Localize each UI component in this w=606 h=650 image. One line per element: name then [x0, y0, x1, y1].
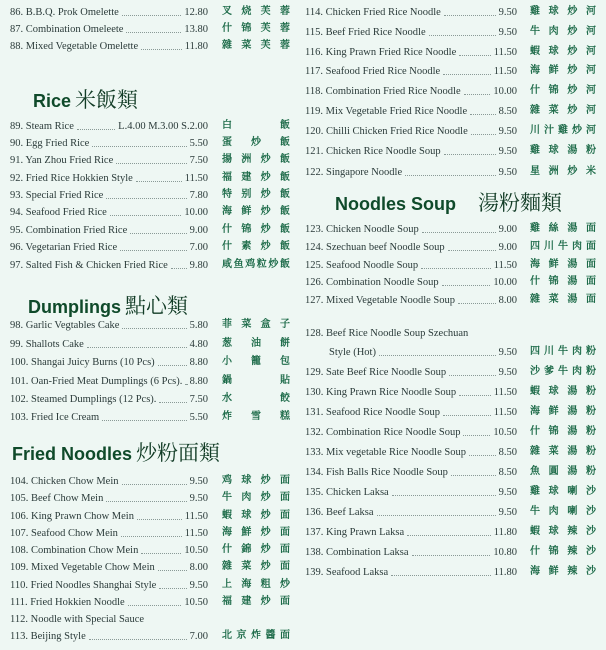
- item-name: 87. Combination Omeleete: [10, 23, 124, 35]
- item-name: 104. Chicken Chow Mein: [10, 475, 119, 487]
- item-price: 11.50: [184, 527, 208, 539]
- item-name: 127. Mixed Vegetable Noodle Soup: [305, 294, 455, 306]
- item-chinese-name: 什锦辣沙: [530, 546, 596, 557]
- leader-dots: [470, 114, 495, 115]
- item-chinese-name: 雜菜湯粉: [530, 446, 596, 457]
- leader-dots: [158, 365, 187, 366]
- menu-item: [10, 222, 208, 238]
- item-name: 90. Egg Fried Rice: [10, 137, 90, 149]
- item-chinese-name: 水餃: [222, 393, 290, 404]
- leader-dots: [141, 553, 181, 554]
- item-price: 7.80: [189, 189, 208, 201]
- item-chinese-name: 鍋貼: [222, 375, 290, 386]
- item-name: 136. Beef Laksa: [305, 506, 374, 518]
- section-header: [12, 437, 220, 467]
- item-price: 9.50: [498, 26, 517, 38]
- section-title-chinese: 米飯類: [75, 88, 139, 112]
- item-chinese-name: 什锦炒河: [530, 85, 596, 96]
- section-title-chinese: 湯粉麵類: [478, 191, 562, 215]
- leader-dots: [130, 233, 186, 234]
- item-name: 124. Szechuan beef Noodle Soup: [305, 241, 445, 253]
- leader-dots: [126, 32, 181, 33]
- menu-item: [305, 63, 517, 79]
- item-name: 123. Chicken Noodle Soup: [305, 223, 419, 235]
- item-chinese-name: 小籠包: [222, 356, 290, 367]
- item-name: 125. Seafood Noodle Soup: [305, 259, 419, 271]
- leader-dots: [421, 268, 491, 269]
- menu-item: [10, 473, 208, 489]
- item-name: 101. Oan-Fried Meat Dumplings (6 Pcs).: [10, 375, 183, 387]
- item-name: 86. B.B.Q. Prok Omelette: [10, 6, 119, 18]
- menu-item: [305, 325, 517, 341]
- item-chinese-name: 福建炒飯: [222, 172, 290, 183]
- item-price: 10.50: [184, 544, 208, 556]
- item-price: 8.00: [498, 294, 517, 306]
- item-chinese-name: 特别炒飯: [222, 189, 290, 200]
- menu-item: [10, 135, 208, 151]
- leader-dots: [448, 250, 496, 251]
- menu-item: [305, 404, 517, 420]
- item-chinese-name: 雜菜湯面: [530, 294, 596, 305]
- leader-dots: [159, 588, 186, 589]
- item-chinese-name: 雞球湯粉: [530, 145, 596, 156]
- menu-item: [10, 611, 208, 627]
- item-price: 10.80: [493, 546, 517, 558]
- item-chinese-name: 蝦球炒面: [222, 510, 290, 521]
- leader-dots: [444, 15, 496, 16]
- menu-item: [10, 577, 208, 593]
- item-name: 113. Beijing Style: [10, 630, 86, 642]
- menu-item: [10, 508, 208, 524]
- leader-dots: [158, 570, 187, 571]
- item-price: 8.80: [189, 375, 208, 387]
- leader-dots: [464, 94, 491, 95]
- leader-dots: [379, 355, 496, 356]
- item-chinese-name: 什锦湯面: [530, 276, 596, 287]
- menu-item: [305, 164, 517, 180]
- item-chinese-name: 魚圓湯粉: [530, 466, 596, 477]
- menu-item: [10, 204, 208, 220]
- menu-item: [10, 187, 208, 203]
- item-name: 120. Chilli Chicken Fried Rice Noodle: [305, 125, 468, 137]
- section-header: [335, 187, 562, 217]
- section-title: Rice: [33, 91, 72, 111]
- menu-item: [10, 594, 208, 610]
- item-price: 9.80: [189, 259, 208, 271]
- item-chinese-name: 蝦球辣沙: [530, 526, 596, 537]
- item-name: 121. Chicken Rice Noodle Soup: [305, 145, 441, 157]
- item-name: 93. Special Fried Rice: [10, 189, 104, 201]
- item-name: 103. Fried Ice Cream: [10, 411, 100, 423]
- leader-dots: [392, 495, 496, 496]
- menu-item: [305, 221, 517, 237]
- menu-item: [10, 628, 208, 644]
- item-price: 10.50: [184, 596, 208, 608]
- menu-item: [305, 239, 517, 255]
- menu-item: [10, 38, 208, 54]
- item-price: 9.50: [498, 486, 517, 498]
- item-name: 110. Fried Noodles Shanghai Style: [10, 579, 157, 591]
- menu-item: [10, 373, 208, 389]
- item-name: 133. Mix vegetable Rice Noodle Soup: [305, 446, 466, 458]
- menu-item: [305, 564, 517, 580]
- item-price: 9.50: [498, 166, 517, 178]
- item-price: 9.50: [189, 579, 208, 591]
- item-name: 132. Combination Rice Noodle Soup: [305, 426, 461, 438]
- leader-dots: [405, 175, 496, 176]
- leader-dots: [443, 74, 491, 75]
- item-price: 8.80: [189, 356, 208, 368]
- menu-item: [305, 292, 517, 308]
- item-chinese-name: 上海粗炒: [222, 579, 290, 590]
- item-price: 7.50: [189, 393, 208, 405]
- item-price: 9.00: [189, 224, 208, 236]
- leader-dots: [128, 605, 182, 606]
- item-price: 7.00: [189, 630, 208, 642]
- item-name: 119. Mix Vegetable Fried Rice Noodle: [305, 105, 468, 117]
- menu-item: [305, 103, 517, 119]
- item-price: 5.50: [189, 411, 208, 423]
- item-name: 95. Combination Fried Rice: [10, 224, 128, 236]
- menu-item: [10, 4, 208, 20]
- item-chinese-name: 雞球喇沙: [530, 486, 596, 497]
- menu-item: [305, 504, 517, 520]
- item-price: 7.50: [189, 154, 208, 166]
- item-chinese-name: 蝦球炒河: [530, 46, 596, 57]
- leader-dots: [122, 15, 182, 16]
- leader-dots: [185, 384, 186, 385]
- item-chinese-name: 海鮮炒面: [222, 527, 290, 538]
- item-name: 96. Vegetarian Fried Rice: [10, 241, 118, 253]
- item-name: 100. Shangai Juicy Burns (10 Pcs): [10, 356, 155, 368]
- item-chinese-name: 什素炒飯: [222, 241, 290, 252]
- leader-dots: [120, 250, 187, 251]
- section-header: [33, 84, 138, 114]
- item-name: 128. Beef Rice Noodle Soup Szechuan: [305, 327, 469, 339]
- item-price: 9.50: [498, 366, 517, 378]
- item-price: 9.00: [498, 241, 517, 253]
- item-chinese-name: 炸雪糕: [222, 411, 290, 422]
- item-chinese-name: 雜菜炒河: [530, 105, 596, 116]
- item-name: 138. Combination Laksa: [305, 546, 409, 558]
- item-chinese-name: 雞球炒河: [530, 6, 596, 17]
- leader-dots: [458, 303, 496, 304]
- item-name: 118. Combination Fried Rice Noodle: [305, 85, 461, 97]
- leader-dots: [429, 35, 496, 36]
- leader-dots: [106, 501, 186, 502]
- leader-dots: [121, 536, 182, 537]
- menu-item: [10, 490, 208, 506]
- item-chinese-name: 沙爹牛肉粉: [530, 366, 596, 377]
- item-price: 9.00: [498, 223, 517, 235]
- item-name: Style (Hot): [329, 346, 376, 358]
- item-price: 11.50: [493, 259, 517, 271]
- menu-item: [10, 391, 208, 407]
- menu-item: [305, 544, 517, 560]
- menu-item: [10, 152, 208, 168]
- menu-item: [305, 123, 517, 139]
- item-chinese-name: 川汁雞炒河: [530, 125, 596, 136]
- item-name: 109. Mixed Vegetable Chow Mein: [10, 561, 155, 573]
- item-chinese-name: 咸鱼鸡粒炒飯: [222, 259, 290, 270]
- item-price: 9.50: [189, 475, 208, 487]
- section-title: Fried Noodles: [12, 444, 133, 464]
- leader-dots: [122, 484, 187, 485]
- menu-item: [329, 344, 517, 360]
- item-name: 122. Singapore Noodle: [305, 166, 403, 178]
- item-price: 9.50: [498, 145, 517, 157]
- item-price: 9.50: [498, 125, 517, 137]
- menu-item: [10, 354, 208, 370]
- leader-dots: [136, 181, 182, 182]
- item-chinese-name: 叉烧芙蓉: [222, 6, 290, 17]
- item-chinese-name: 福建炒面: [222, 596, 290, 607]
- item-chinese-name: 星洲炒米: [530, 166, 596, 177]
- item-name: 134. Fish Balls Rice Noodle Soup: [305, 466, 448, 478]
- leader-dots: [422, 232, 496, 233]
- item-chinese-name: 牛肉喇沙: [530, 506, 596, 517]
- item-chinese-name: 雜菜芙蓉: [222, 40, 290, 51]
- leader-dots: [463, 435, 490, 436]
- section-title-chinese: 點心類: [125, 294, 188, 318]
- leader-dots: [122, 328, 186, 329]
- item-name: 106. King Prawn Chow Mein: [10, 510, 134, 522]
- item-name: 91. Yan Zhou Fried Rice: [10, 154, 114, 166]
- item-chinese-name: 海鲜湯粉: [530, 406, 596, 417]
- item-price: 11.50: [493, 46, 517, 58]
- leader-dots: [459, 55, 490, 56]
- leader-dots: [87, 347, 187, 348]
- item-price: 11.50: [184, 510, 208, 522]
- item-name: 105. Beef Chow Mein: [10, 492, 104, 504]
- menu-item: [305, 464, 517, 480]
- item-chinese-name: 雜菜炒面: [222, 561, 290, 572]
- menu-item: [10, 118, 208, 134]
- leader-dots: [444, 154, 496, 155]
- item-price: 9.50: [498, 346, 517, 358]
- item-chinese-name: 蝦球湯粉: [530, 386, 596, 397]
- leader-dots: [443, 415, 491, 416]
- item-chinese-name: 白飯: [222, 120, 290, 131]
- item-name: 89. Steam Rice: [10, 120, 74, 132]
- menu-item: [10, 257, 208, 273]
- item-name: 137. King Prawn Laksa: [305, 526, 405, 538]
- leader-dots: [171, 268, 187, 269]
- item-price: 8.50: [498, 105, 517, 117]
- item-chinese-name: 蛋炒飯: [222, 137, 290, 148]
- section-title: Noodles Soup: [335, 194, 456, 214]
- leader-dots: [159, 402, 186, 403]
- leader-dots: [449, 375, 495, 376]
- item-name: 107. Seafood Chow Mein: [10, 527, 118, 539]
- item-name: 114. Chicken Fried Rice Noodle: [305, 6, 441, 18]
- item-price: 10.00: [493, 85, 517, 97]
- item-price: 13.80: [184, 23, 208, 35]
- item-price: 9.50: [189, 492, 208, 504]
- item-price: 10.50: [493, 426, 517, 438]
- menu-item: [305, 24, 517, 40]
- leader-dots: [92, 146, 186, 147]
- leader-dots: [106, 198, 186, 199]
- item-price: 10.00: [493, 276, 517, 288]
- item-price: 9.50: [498, 6, 517, 18]
- item-chinese-name: 揚洲炒飯: [222, 154, 290, 165]
- menu-item: [10, 21, 208, 37]
- item-chinese-name: 什锦芙蓉: [222, 23, 290, 34]
- item-price: 10.00: [184, 206, 208, 218]
- item-price: 5.80: [189, 319, 208, 331]
- menu-item: [10, 317, 208, 333]
- item-chinese-name: 鸡球炒面: [222, 475, 290, 486]
- leader-dots: [110, 215, 182, 216]
- item-name: 112. Noodle with Special Sauce: [10, 613, 145, 625]
- menu-item: [305, 83, 517, 99]
- menu-item: [305, 424, 517, 440]
- item-price: L.4.00 M.3.00 S.2.00: [118, 120, 208, 132]
- item-price: 11.80: [184, 40, 208, 52]
- section-title-chinese: 炒粉面類: [136, 441, 221, 465]
- section-title: Dumplings: [28, 297, 121, 317]
- item-name: 92. Fried Rice Hokkien Style: [10, 172, 133, 184]
- item-chinese-name: 雞絲湯面: [530, 223, 596, 234]
- leader-dots: [89, 639, 187, 640]
- item-name: 130. King Prawn Rice Noodle Soup: [305, 386, 457, 398]
- item-price: 11.50: [493, 406, 517, 418]
- leader-dots: [469, 455, 496, 456]
- item-price: 11.50: [184, 172, 208, 184]
- item-chinese-name: 什锦湯粉: [530, 426, 596, 437]
- item-chinese-name: 海鲜辣沙: [530, 566, 596, 577]
- item-name: 97. Salted Fish & Chicken Fried Rice: [10, 259, 168, 271]
- item-name: 117. Seafood Fried Rice Noodle: [305, 65, 441, 77]
- menu-item: [305, 143, 517, 159]
- menu-item: [10, 542, 208, 558]
- menu-item: [305, 484, 517, 500]
- leader-dots: [102, 420, 186, 421]
- leader-dots: [141, 49, 182, 50]
- leader-dots: [77, 129, 115, 130]
- leader-dots: [407, 535, 491, 536]
- menu-item: [10, 559, 208, 575]
- item-chinese-name: 葱油餅: [222, 338, 290, 349]
- menu-item: [305, 364, 517, 380]
- item-price: 4.80: [189, 338, 208, 350]
- item-chinese-name: 牛肉炒面: [222, 492, 290, 503]
- item-chinese-name: 海鲜湯面: [530, 259, 596, 270]
- item-name: 129. Sate Beef Rice Noodle Soup: [305, 366, 447, 378]
- item-chinese-name: 菲菜盒子: [222, 319, 290, 330]
- leader-dots: [391, 575, 491, 576]
- leader-dots: [459, 395, 491, 396]
- menu-item: [305, 444, 517, 460]
- item-name: 99. Shallots Cake: [10, 338, 84, 350]
- menu-item: [305, 524, 517, 540]
- item-price: 11.50: [493, 65, 517, 77]
- item-chinese-name: 四川牛肉粉: [530, 346, 596, 357]
- item-price: 7.00: [189, 241, 208, 253]
- leader-dots: [137, 519, 182, 520]
- leader-dots: [377, 515, 496, 516]
- menu-item: [305, 4, 517, 20]
- item-chinese-name: 海鲜炒河: [530, 65, 596, 76]
- item-chinese-name: 牛肉炒河: [530, 26, 596, 37]
- leader-dots: [412, 555, 491, 556]
- item-name: 116. King Prawn Fried Rice Noodle: [305, 46, 457, 58]
- item-price: 8.00: [189, 561, 208, 573]
- item-chinese-name: 北京炸醬面: [222, 630, 290, 641]
- item-name: 115. Beef Fried Rice Noodle: [305, 26, 426, 38]
- menu-item: [305, 257, 517, 273]
- item-chinese-name: 海鲜炒飯: [222, 206, 290, 217]
- item-chinese-name: 什錦炒面: [222, 544, 290, 555]
- leader-dots: [116, 163, 186, 164]
- section-header: [28, 290, 188, 320]
- menu-item: [10, 336, 208, 352]
- item-price: 11.80: [493, 566, 517, 578]
- menu-item: [305, 384, 517, 400]
- item-price: 8.50: [498, 466, 517, 478]
- item-chinese-name: 什锦炒飯: [222, 224, 290, 235]
- menu-item: [10, 170, 208, 186]
- menu-item: [10, 525, 208, 541]
- item-price: 11.80: [493, 526, 517, 538]
- menu-item: [10, 239, 208, 255]
- item-name: 98. Garlic Vegtables Cake: [10, 319, 120, 331]
- item-name: 139. Seafood Laksa: [305, 566, 389, 578]
- item-price: 5.50: [189, 137, 208, 149]
- item-name: 126. Combination Noodle Soup: [305, 276, 439, 288]
- item-name: 94. Seafood Fried Rice: [10, 206, 107, 218]
- item-price: 11.50: [493, 386, 517, 398]
- item-name: 135. Chicken Laksa: [305, 486, 389, 498]
- item-name: 88. Mixed Vegetable Omelette: [10, 40, 139, 52]
- item-name: 102. Steamed Dumplings (12 Pcs).: [10, 393, 157, 405]
- item-chinese-name: 四川牛肉面: [530, 241, 596, 252]
- item-price: 12.80: [184, 6, 208, 18]
- item-name: 108. Combination Chow Mein: [10, 544, 139, 556]
- leader-dots: [442, 285, 491, 286]
- leader-dots: [471, 134, 496, 135]
- item-price: 9.50: [498, 506, 517, 518]
- menu-item: [305, 44, 517, 60]
- item-price: 8.50: [498, 446, 517, 458]
- menu-item: [10, 409, 208, 425]
- leader-dots: [451, 475, 496, 476]
- menu-item: [305, 274, 517, 290]
- item-name: 131. Seafood Rice Noodle Soup: [305, 406, 441, 418]
- item-name: 111. Fried Hokkien Noodle: [10, 596, 125, 608]
